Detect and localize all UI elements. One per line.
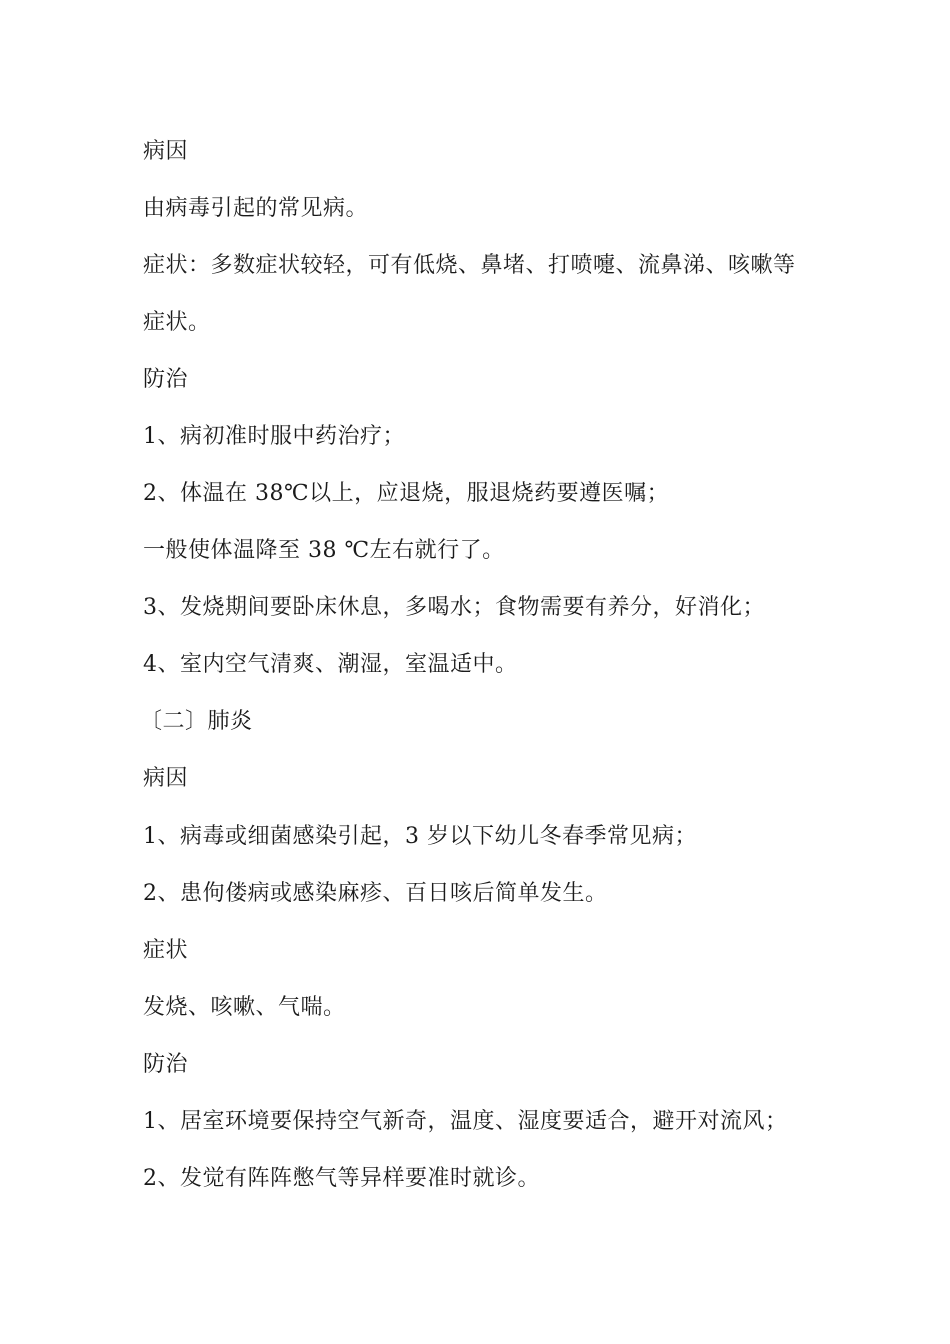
list-item: 4、室内空气清爽、潮湿，室温适中。 bbox=[143, 652, 518, 677]
list-item: 1、居室环境要保持空气新奇，温度、湿度要适合，避开对流风； bbox=[143, 1109, 788, 1134]
list-item: 2、患佝偻病或感染麻疹、百日咳后简单发生。 bbox=[143, 881, 608, 906]
paragraph-line: 一般使体温降至 38 ℃左右就行了。 bbox=[143, 538, 505, 563]
list-item: 2、体温在 38℃以上，应退烧，服退烧药要遵医嘱； bbox=[143, 481, 670, 506]
paragraph-line: 症状：多数症状较轻，可有低烧、鼻堵、打喷嚏、流鼻涕、咳嗽等 bbox=[143, 253, 796, 278]
heading-treatment: 防治 bbox=[143, 367, 189, 392]
paragraph-line: 由病毒引起的常见病。 bbox=[143, 196, 369, 221]
heading-symptoms: 症状 bbox=[143, 938, 189, 963]
heading-treatment: 防治 bbox=[143, 1052, 189, 1077]
section-heading-pneumonia: 〔二〕肺炎 bbox=[140, 709, 253, 734]
heading-cause: 病因 bbox=[143, 766, 189, 791]
list-item: 1、病初准时服中药治疗； bbox=[143, 424, 405, 449]
list-item: 1、病毒或细菌感染引起，3 岁以下幼儿冬春季常见病； bbox=[143, 824, 697, 849]
list-item: 2、发觉有阵阵憋气等异样要准时就诊。 bbox=[143, 1166, 540, 1191]
list-item: 3、发烧期间要卧床休息，多喝水；食物需要有养分，好消化； bbox=[143, 595, 765, 620]
paragraph-line: 症状。 bbox=[143, 310, 211, 335]
heading-cause: 病因 bbox=[143, 139, 189, 164]
paragraph-line: 发烧、咳嗽、气喘。 bbox=[143, 995, 346, 1020]
